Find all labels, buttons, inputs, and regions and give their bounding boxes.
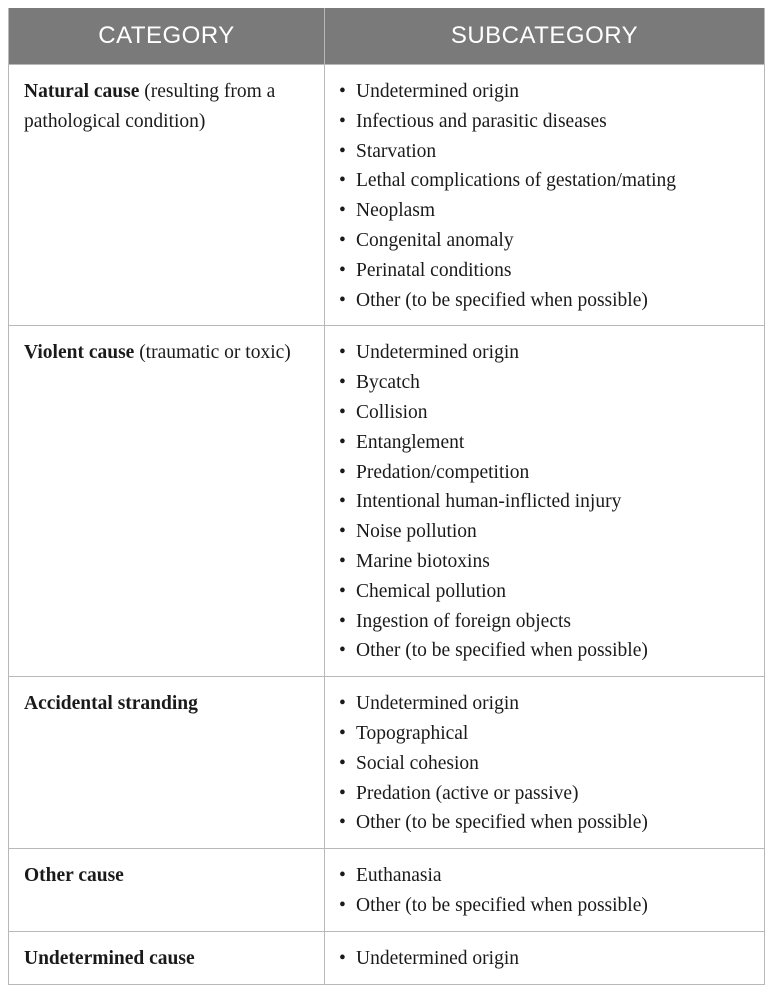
subcategory-label: Undetermined origin — [356, 81, 519, 102]
list-item — [339, 226, 754, 256]
subcategory-list — [339, 944, 754, 974]
category-name: Violent cause — [24, 342, 135, 364]
bullet: • — [339, 894, 346, 916]
list-item — [339, 368, 754, 398]
bullet: • — [339, 865, 346, 887]
subcategory-label: Other (to be specified when possible) — [356, 894, 648, 916]
bullet: • — [339, 693, 346, 715]
category-name: Accidental stranding — [24, 693, 198, 715]
subcategory-label: Chemical pollution — [356, 580, 507, 602]
category-name: Other cause — [24, 865, 124, 887]
category-cell — [9, 849, 325, 932]
list-item — [339, 861, 754, 891]
bullet: • — [339, 752, 346, 774]
list-item — [339, 944, 754, 974]
list-item — [339, 196, 754, 226]
bullet: • — [339, 461, 346, 483]
bullet: • — [339, 550, 346, 572]
list-item — [339, 428, 754, 458]
list-item — [339, 891, 754, 921]
list-item — [339, 719, 754, 749]
subcategory-label: Other (to be specified when possible) — [356, 812, 648, 834]
list-item — [339, 256, 754, 286]
category-cell — [9, 326, 325, 677]
bullet: • — [339, 229, 346, 251]
subcategory-label: Undetermined origin — [356, 947, 519, 969]
header-category: CATEGORY — [9, 8, 325, 65]
subcategory-label: Intentional human-inflicted injury — [356, 491, 622, 513]
subcategory-label: Social cohesion — [356, 752, 479, 774]
list-item — [339, 107, 754, 137]
subcategory-label: Entanglement — [356, 431, 465, 453]
list-item — [339, 808, 754, 838]
category-cell — [9, 65, 325, 326]
bullet: • — [339, 812, 346, 834]
list-item — [339, 487, 754, 517]
category-cell — [9, 677, 325, 849]
subcategory-list — [339, 77, 754, 315]
bullet: • — [339, 491, 346, 513]
list-item — [339, 577, 754, 607]
category-note: (traumatic or toxic) — [134, 342, 291, 364]
bullet: • — [339, 722, 346, 744]
bullet: • — [339, 947, 346, 969]
list-item — [339, 636, 754, 666]
bullet: • — [339, 580, 346, 602]
subcategory-cell — [325, 677, 765, 849]
list-item — [339, 286, 754, 316]
category-cell — [9, 931, 325, 984]
table-row — [9, 849, 765, 932]
subcategory-label: Marine biotoxins — [356, 550, 490, 572]
subcategory-label: Undetermined origin — [356, 693, 519, 715]
subcategory-label: Collision — [356, 401, 428, 423]
subcategory-label: Predation (active or passive) — [356, 782, 579, 804]
subcategory-label: Neoplasm — [356, 200, 436, 222]
category-name: Undetermined cause — [24, 947, 195, 969]
bullet: • — [339, 200, 346, 222]
header-row — [9, 8, 765, 65]
bullet: • — [339, 342, 346, 364]
table-row — [9, 931, 765, 984]
list-item — [339, 398, 754, 428]
list-item — [339, 517, 754, 547]
subcategory-label: Congenital anomaly — [356, 229, 514, 251]
bullet: • — [339, 610, 346, 632]
list-item — [339, 547, 754, 577]
bullet: • — [339, 521, 346, 543]
list-item — [339, 689, 754, 719]
header-subcategory: SUBCATEGORY — [325, 8, 765, 65]
subcategory-label: Other (to be specified when possible) — [356, 640, 648, 662]
subcategory-cell — [325, 849, 765, 932]
subcategory-label: Infectious and parasitic diseases — [356, 110, 607, 132]
bullet: • — [339, 81, 346, 102]
category-note: (resulting from a pathological condition) — [24, 81, 276, 132]
list-item — [339, 166, 754, 196]
bullet: • — [339, 289, 346, 311]
subcategory-label: Predation/competition — [356, 461, 530, 483]
list-item — [339, 749, 754, 779]
bullet: • — [339, 782, 346, 804]
table-row — [9, 326, 765, 677]
bullet: • — [339, 372, 346, 394]
bullet: • — [339, 170, 346, 192]
subcategory-cell — [325, 65, 765, 326]
bullet: • — [339, 110, 346, 132]
subcategory-label: Ingestion of foreign objects — [356, 610, 571, 632]
table-row — [9, 677, 765, 849]
subcategory-label: Bycatch — [356, 372, 420, 394]
subcategory-list — [339, 861, 754, 921]
subcategory-label: Noise pollution — [356, 521, 477, 543]
subcategory-cell — [325, 326, 765, 677]
list-item — [339, 338, 754, 368]
list-item — [339, 458, 754, 488]
bullet: • — [339, 259, 346, 281]
bullet: • — [339, 401, 346, 423]
list-item — [339, 137, 754, 167]
table-row — [9, 65, 765, 326]
subcategory-label: Other (to be specified when possible) — [356, 289, 648, 311]
subcategory-cell — [325, 931, 765, 984]
cause-of-death-table — [8, 8, 765, 985]
subcategory-label: Euthanasia — [356, 865, 442, 887]
subcategory-list — [339, 338, 754, 666]
list-item — [339, 607, 754, 637]
bullet: • — [339, 431, 346, 453]
subcategory-label: Topographical — [356, 722, 469, 744]
list-item — [339, 77, 754, 107]
list-item — [339, 779, 754, 809]
subcategory-label: Lethal complications of gestation/mating — [356, 170, 677, 192]
subcategory-label: Perinatal conditions — [356, 259, 512, 281]
bullet: • — [339, 640, 346, 662]
subcategory-label: Starvation — [356, 140, 437, 162]
category-name: Natural cause — [24, 81, 140, 102]
subcategory-list — [339, 689, 754, 838]
subcategory-label: Undetermined origin — [356, 342, 519, 364]
bullet: • — [339, 140, 346, 162]
